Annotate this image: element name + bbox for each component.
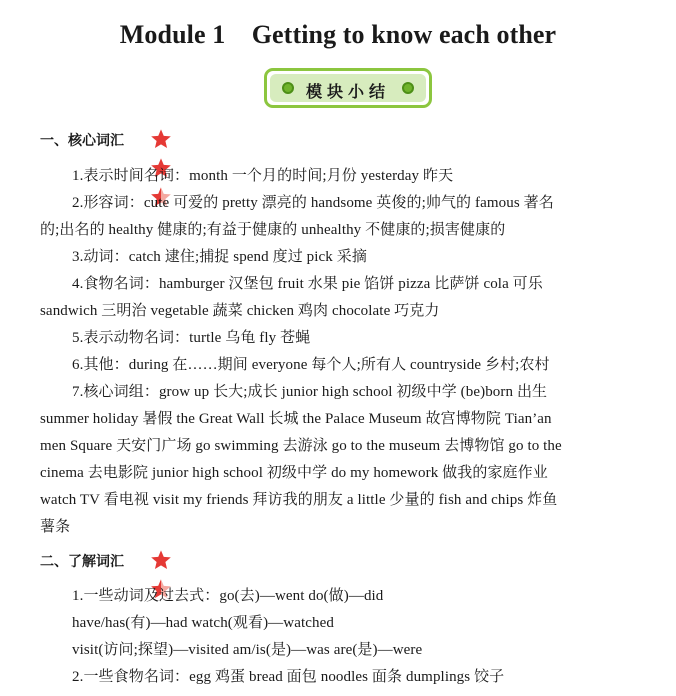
difficulty-stars — [150, 549, 171, 571]
vocab-line: 1.表示时间名词：month 一个月的时间;月份 yesterday 昨天 — [72, 168, 454, 184]
vocab-line: have/has(有)—had watch(观看)—watched — [72, 615, 334, 631]
page-title: Module 1 Getting to know each other — [119, 20, 557, 49]
section-familiar-vocabulary-heading — [40, 551, 124, 573]
vocab-line: 6.其他：during 在……期间 everyone 每个人;所有人 countryside 乡村;农村 — [72, 357, 550, 373]
vocab-line: 7.核心词组：grow up 长大;成长 junior high school 初级中学 (be)born 出生 — [72, 384, 548, 400]
vocab-line: 1.一些动词及过去式：go(去)—went do(做)—did — [72, 588, 384, 604]
difficulty-stars — [150, 128, 171, 150]
vocab-line: visit(访问;探望)—visited am/is(是)—was are(是)—were — [72, 642, 423, 658]
section-heading-text: 一、核心词汇 — [40, 133, 124, 149]
vocab-line: summer holiday 暑假 the Great Wall 长城 the Palace Museum 故宫博物院 Tian’an — [40, 411, 552, 427]
module-summary-badge — [264, 68, 432, 108]
vocab-line: 5.表示动物名词：turtle 乌龟 fly 苍蝇 — [72, 330, 311, 346]
badge-label: 模块小结 — [305, 82, 390, 101]
vocab-line: sandwich 三明治 vegetable 蔬菜 chicken 鸡肉 chocolate 巧克力 — [40, 303, 440, 319]
badge-dot-right-icon — [402, 82, 414, 94]
star-full-icon — [150, 549, 172, 571]
badge-fill — [270, 74, 426, 102]
section-heading-text: 二、了解词汇 — [40, 554, 124, 570]
vocab-line: 2.一些食物名词：egg 鸡蛋 bread 面包 noodles 面条 dumplings 饺子 — [72, 669, 505, 685]
vocab-line: 的;出名的 healthy 健康的;有益于健康的 unhealthy 不健康的;损害健康的 — [40, 222, 506, 238]
vocab-line: watch TV 看电视 visit my friends 拜访我的朋友 a little 少量的 fish and chips 炸鱼 — [40, 492, 558, 508]
vocab-line: 薯条 — [40, 519, 71, 535]
vocab-line: 4.食物名词：hamburger 汉堡包 fruit 水果 pie 馅饼 pizza 比萨饼 cola 可乐 — [72, 276, 543, 292]
vocab-line: cinema 去电影院 junior high school 初级中学 do my homework 做我的家庭作业 — [40, 465, 548, 481]
section-core-vocabulary-heading — [40, 130, 124, 152]
vocab-line: 2.形容词：cute 可爱的 pretty 漂亮的 handsome 英俊的;帅气的 famous 著名 — [72, 195, 554, 211]
vocab-line: 3.动词：catch 逮住;捕捉 spend 度过 pick 采摘 — [72, 249, 367, 265]
vocab-line: men Square 天安门广场 go swimming 去游泳 go to the museum 去博物馆 go to the — [40, 438, 562, 454]
star-full-icon — [150, 128, 172, 150]
